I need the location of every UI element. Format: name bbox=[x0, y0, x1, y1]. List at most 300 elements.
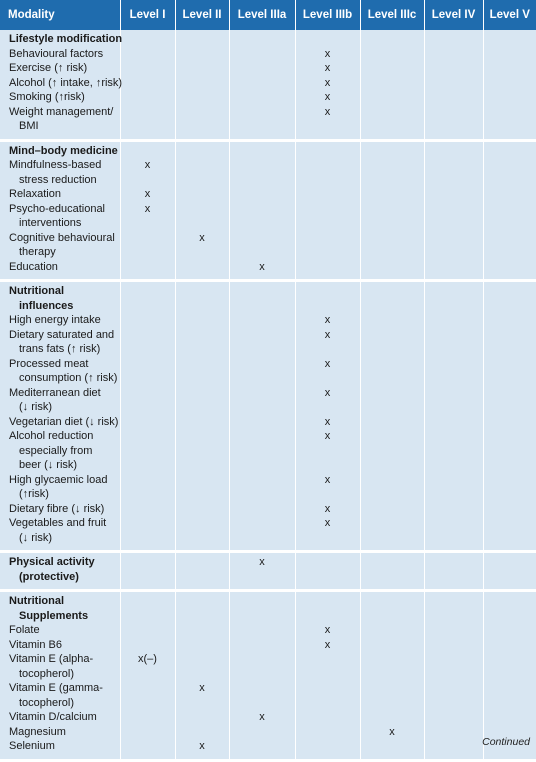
section-title bbox=[9, 570, 120, 585]
modality-cell bbox=[0, 281, 120, 552]
evidence-mark-text: x bbox=[199, 740, 205, 752]
empty-line bbox=[296, 144, 360, 159]
modality-item-line-text: Cognitive behavioural bbox=[9, 232, 115, 244]
level-cell bbox=[120, 140, 175, 281]
modality-item-line-text: Behavioural factors bbox=[9, 48, 103, 60]
empty-line bbox=[176, 105, 229, 120]
empty-line bbox=[121, 90, 175, 105]
evidence-mark-text: x bbox=[145, 159, 151, 171]
empty-line bbox=[176, 371, 229, 386]
empty-line bbox=[176, 444, 229, 459]
modality-item-line bbox=[9, 667, 120, 682]
empty-line bbox=[361, 260, 424, 275]
evidence-mark bbox=[296, 76, 360, 91]
empty-line bbox=[361, 594, 424, 609]
empty-line bbox=[296, 696, 360, 711]
evidence-mark bbox=[296, 328, 360, 343]
empty-line bbox=[176, 202, 229, 217]
evidence-mark bbox=[121, 202, 175, 217]
empty-line bbox=[121, 594, 175, 609]
empty-line bbox=[425, 623, 483, 638]
empty-line bbox=[361, 415, 424, 430]
modality-item-line bbox=[9, 90, 120, 105]
empty-line bbox=[296, 245, 360, 260]
empty-line bbox=[425, 32, 483, 47]
modality-item-line-text: tocopherol) bbox=[9, 668, 74, 680]
empty-line bbox=[230, 696, 295, 711]
empty-line bbox=[230, 313, 295, 328]
empty-line bbox=[230, 473, 295, 488]
empty-line bbox=[121, 216, 175, 231]
empty-line bbox=[484, 473, 536, 488]
level-cell bbox=[360, 281, 424, 552]
empty-line bbox=[425, 47, 483, 62]
level-cell bbox=[229, 281, 295, 552]
empty-line bbox=[361, 652, 424, 667]
empty-line bbox=[361, 90, 424, 105]
empty-line bbox=[121, 638, 175, 653]
empty-line bbox=[484, 444, 536, 459]
empty-line bbox=[230, 187, 295, 202]
modality-item-line-text: beer (↓ risk) bbox=[9, 459, 77, 471]
empty-line bbox=[484, 328, 536, 343]
modality-item-line-text: Vitamin B6 bbox=[9, 639, 62, 651]
modality-item-line-text: Alcohol reduction bbox=[9, 430, 93, 442]
empty-line bbox=[361, 61, 424, 76]
modality-item-line bbox=[9, 328, 120, 343]
empty-line bbox=[361, 386, 424, 401]
empty-line bbox=[484, 487, 536, 502]
empty-line bbox=[361, 516, 424, 531]
evidence-mark bbox=[176, 231, 229, 246]
empty-line bbox=[425, 90, 483, 105]
empty-line bbox=[176, 299, 229, 314]
modality-item-line bbox=[9, 681, 120, 696]
empty-line bbox=[296, 444, 360, 459]
section-title-text: Nutritional bbox=[9, 595, 64, 607]
empty-line bbox=[121, 76, 175, 91]
empty-line bbox=[121, 284, 175, 299]
modality-cell bbox=[0, 30, 120, 140]
empty-line bbox=[296, 284, 360, 299]
modality-item-line-text: Magnesium bbox=[9, 726, 66, 738]
empty-line bbox=[296, 458, 360, 473]
modality-item-line bbox=[9, 458, 120, 473]
empty-line bbox=[296, 173, 360, 188]
empty-line bbox=[296, 531, 360, 546]
evidence-mark-text: x bbox=[325, 639, 331, 651]
level-cell bbox=[483, 140, 536, 281]
section-row bbox=[0, 552, 536, 591]
empty-line bbox=[296, 400, 360, 415]
modality-item-line-text: therapy bbox=[9, 246, 56, 258]
modality-item-line-text: BMI bbox=[9, 120, 39, 132]
header-level-iiia: Level IIIa bbox=[229, 0, 295, 30]
empty-line bbox=[361, 299, 424, 314]
modality-item-line-text: Dietary fibre (↓ risk) bbox=[9, 503, 104, 515]
level-cell bbox=[229, 140, 295, 281]
modality-item-line bbox=[9, 710, 120, 725]
empty-line bbox=[230, 119, 295, 134]
empty-line bbox=[484, 555, 536, 570]
level-cell bbox=[229, 591, 295, 761]
level-cell bbox=[120, 552, 175, 591]
empty-line bbox=[425, 516, 483, 531]
empty-line bbox=[121, 173, 175, 188]
evidence-mark bbox=[230, 260, 295, 275]
empty-line bbox=[230, 429, 295, 444]
empty-line bbox=[121, 61, 175, 76]
evidence-mark bbox=[296, 61, 360, 76]
empty-line bbox=[361, 429, 424, 444]
modality-item-line bbox=[9, 357, 120, 372]
modality-item-line-text: Alcohol (↑ intake, ↑risk) bbox=[9, 77, 122, 89]
table-header-row bbox=[0, 0, 536, 30]
level-cell bbox=[175, 281, 229, 552]
empty-line bbox=[361, 473, 424, 488]
empty-line bbox=[230, 609, 295, 624]
empty-line bbox=[121, 313, 175, 328]
empty-line bbox=[121, 502, 175, 517]
section-title-text: Supplements bbox=[9, 610, 88, 622]
empty-line bbox=[176, 487, 229, 502]
empty-line bbox=[296, 667, 360, 682]
empty-line bbox=[230, 623, 295, 638]
empty-line bbox=[296, 187, 360, 202]
empty-line bbox=[176, 570, 229, 585]
level-cell bbox=[229, 552, 295, 591]
empty-line bbox=[361, 555, 424, 570]
empty-line bbox=[425, 609, 483, 624]
evidence-mark-text: x bbox=[259, 556, 265, 568]
empty-line bbox=[484, 105, 536, 120]
empty-line bbox=[484, 696, 536, 711]
empty-line bbox=[176, 638, 229, 653]
empty-line bbox=[484, 531, 536, 546]
level-cell bbox=[483, 30, 536, 140]
empty-line bbox=[121, 32, 175, 47]
empty-line bbox=[176, 710, 229, 725]
level-cell bbox=[295, 552, 360, 591]
empty-line bbox=[484, 158, 536, 173]
empty-line bbox=[361, 105, 424, 120]
empty-line bbox=[484, 187, 536, 202]
level-cell bbox=[360, 552, 424, 591]
evidence-mark-text: x bbox=[325, 106, 331, 118]
empty-line bbox=[484, 594, 536, 609]
modality-item-line bbox=[9, 245, 120, 260]
empty-line bbox=[484, 415, 536, 430]
empty-line bbox=[176, 386, 229, 401]
section-title-text: influences bbox=[9, 300, 73, 312]
empty-line bbox=[121, 144, 175, 159]
empty-line bbox=[121, 119, 175, 134]
modality-item-line bbox=[9, 502, 120, 517]
empty-line bbox=[230, 444, 295, 459]
modality-item-line-text: consumption (↑ risk) bbox=[9, 372, 117, 384]
empty-line bbox=[425, 473, 483, 488]
empty-line bbox=[230, 371, 295, 386]
empty-line bbox=[484, 61, 536, 76]
empty-line bbox=[425, 299, 483, 314]
empty-line bbox=[425, 415, 483, 430]
empty-line bbox=[230, 61, 295, 76]
empty-line bbox=[176, 76, 229, 91]
empty-line bbox=[361, 609, 424, 624]
empty-line bbox=[176, 594, 229, 609]
empty-line bbox=[425, 105, 483, 120]
empty-line bbox=[230, 667, 295, 682]
empty-line bbox=[121, 570, 175, 585]
empty-line bbox=[296, 555, 360, 570]
empty-line bbox=[176, 284, 229, 299]
evidence-mark bbox=[230, 555, 295, 570]
empty-line bbox=[425, 371, 483, 386]
modality-item-line-text: Mediterranean diet bbox=[9, 387, 101, 399]
empty-line bbox=[484, 710, 536, 725]
empty-line bbox=[361, 696, 424, 711]
empty-line bbox=[425, 216, 483, 231]
empty-line bbox=[484, 313, 536, 328]
empty-line bbox=[425, 144, 483, 159]
empty-line bbox=[296, 652, 360, 667]
modality-item-line bbox=[9, 516, 120, 531]
level-cell bbox=[424, 30, 483, 140]
modality-item-line-text: Selenium bbox=[9, 740, 55, 752]
evidence-mark-text: x bbox=[325, 314, 331, 326]
level-cell bbox=[120, 281, 175, 552]
empty-line bbox=[121, 444, 175, 459]
evidence-mark-text: x bbox=[325, 517, 331, 529]
evidence-mark bbox=[230, 710, 295, 725]
empty-line bbox=[121, 328, 175, 343]
evidence-mark-text: x bbox=[325, 430, 331, 442]
empty-line bbox=[121, 342, 175, 357]
evidence-mark-text: x bbox=[325, 474, 331, 486]
empty-line bbox=[484, 429, 536, 444]
header-level-iiib: Level IIIb bbox=[295, 0, 360, 30]
modality-item-line bbox=[9, 531, 120, 546]
empty-line bbox=[230, 400, 295, 415]
empty-line bbox=[425, 158, 483, 173]
empty-line bbox=[361, 531, 424, 546]
empty-line bbox=[361, 400, 424, 415]
empty-line bbox=[484, 609, 536, 624]
evidence-mark-text: x bbox=[325, 416, 331, 428]
header-modality: Modality bbox=[0, 0, 120, 30]
modality-item-line bbox=[9, 371, 120, 386]
modality-item-line bbox=[9, 105, 120, 120]
section-title bbox=[9, 144, 120, 159]
empty-line bbox=[230, 342, 295, 357]
modality-item-line-text: Vitamin D/calcium bbox=[9, 711, 97, 723]
evidence-mark bbox=[121, 652, 175, 667]
empty-line bbox=[176, 623, 229, 638]
empty-line bbox=[230, 284, 295, 299]
empty-line bbox=[121, 531, 175, 546]
empty-line bbox=[361, 144, 424, 159]
empty-line bbox=[484, 357, 536, 372]
level-cell bbox=[360, 591, 424, 761]
empty-line bbox=[361, 328, 424, 343]
evidence-mark bbox=[296, 623, 360, 638]
empty-line bbox=[230, 594, 295, 609]
evidence-mark bbox=[296, 516, 360, 531]
modality-item-line-text: (↓ risk) bbox=[9, 401, 52, 413]
empty-line bbox=[361, 638, 424, 653]
empty-line bbox=[361, 502, 424, 517]
empty-line bbox=[361, 371, 424, 386]
section-title bbox=[9, 594, 120, 609]
empty-line bbox=[425, 231, 483, 246]
empty-line bbox=[484, 458, 536, 473]
empty-line bbox=[361, 570, 424, 585]
modality-item-line bbox=[9, 415, 120, 430]
modality-item-line bbox=[9, 386, 120, 401]
modality-item-line bbox=[9, 444, 120, 459]
empty-line bbox=[230, 231, 295, 246]
empty-line bbox=[230, 570, 295, 585]
evidence-mark-text: x bbox=[325, 329, 331, 341]
empty-line bbox=[361, 667, 424, 682]
modality-item-line bbox=[9, 313, 120, 328]
empty-line bbox=[425, 487, 483, 502]
modality-item-line bbox=[9, 119, 120, 134]
evidence-mark bbox=[296, 357, 360, 372]
empty-line bbox=[176, 144, 229, 159]
empty-line bbox=[230, 357, 295, 372]
evidence-mark-text: x bbox=[389, 726, 395, 738]
empty-line bbox=[121, 555, 175, 570]
empty-line bbox=[484, 386, 536, 401]
evidence-mark bbox=[176, 681, 229, 696]
evidence-mark-text: x bbox=[325, 503, 331, 515]
section-title-text: Physical activity bbox=[9, 556, 95, 568]
empty-line bbox=[230, 502, 295, 517]
modality-item-line bbox=[9, 76, 120, 91]
section-title bbox=[9, 609, 120, 624]
empty-line bbox=[484, 47, 536, 62]
empty-line bbox=[296, 32, 360, 47]
empty-line bbox=[425, 342, 483, 357]
evidence-mark bbox=[296, 386, 360, 401]
modality-item-line-text: Processed meat bbox=[9, 358, 88, 370]
level-cell bbox=[295, 591, 360, 761]
empty-line bbox=[176, 667, 229, 682]
empty-line bbox=[425, 328, 483, 343]
level-cell bbox=[483, 552, 536, 591]
section-title-text: Nutritional bbox=[9, 285, 64, 297]
empty-line bbox=[425, 696, 483, 711]
empty-line bbox=[296, 231, 360, 246]
empty-line bbox=[230, 245, 295, 260]
modality-item-line-text: High glycaemic load bbox=[9, 474, 107, 486]
modality-item-line-text: (↓ risk) bbox=[9, 532, 52, 544]
evidence-mark-text: x bbox=[145, 203, 151, 215]
modality-item-line-text: Relaxation bbox=[9, 188, 61, 200]
modality-item-line bbox=[9, 158, 120, 173]
empty-line bbox=[425, 173, 483, 188]
empty-line bbox=[484, 342, 536, 357]
section-row bbox=[0, 591, 536, 761]
modality-item-line bbox=[9, 216, 120, 231]
empty-line bbox=[361, 32, 424, 47]
evidence-mark-text: x bbox=[325, 77, 331, 89]
empty-line bbox=[176, 61, 229, 76]
empty-line bbox=[484, 284, 536, 299]
modality-item-line-text: Psycho-educational bbox=[9, 203, 105, 215]
empty-line bbox=[230, 638, 295, 653]
evidence-mark bbox=[296, 638, 360, 653]
empty-line bbox=[121, 458, 175, 473]
empty-line bbox=[296, 710, 360, 725]
empty-line bbox=[484, 32, 536, 47]
empty-line bbox=[425, 444, 483, 459]
evidence-mark bbox=[296, 90, 360, 105]
level-cell bbox=[360, 140, 424, 281]
empty-line bbox=[176, 119, 229, 134]
modality-item-line bbox=[9, 487, 120, 502]
empty-line bbox=[361, 681, 424, 696]
empty-line bbox=[176, 555, 229, 570]
modality-item-line-text: stress reduction bbox=[9, 174, 97, 186]
empty-line bbox=[425, 400, 483, 415]
evidence-mark-text: x bbox=[259, 261, 265, 273]
modality-cell bbox=[0, 140, 120, 281]
modality-item-line-text: Vitamin E (gamma- bbox=[9, 682, 103, 694]
evidence-mark-text: x bbox=[325, 48, 331, 60]
empty-line bbox=[176, 187, 229, 202]
evidence-mark-text: x bbox=[259, 711, 265, 723]
empty-line bbox=[176, 313, 229, 328]
section-title-text: Lifestyle modification bbox=[9, 33, 122, 45]
empty-line bbox=[484, 299, 536, 314]
empty-line bbox=[296, 119, 360, 134]
empty-line bbox=[425, 681, 483, 696]
empty-line bbox=[296, 260, 360, 275]
empty-line bbox=[361, 202, 424, 217]
level-cell bbox=[175, 591, 229, 761]
empty-line bbox=[121, 681, 175, 696]
modality-item-line bbox=[9, 342, 120, 357]
empty-line bbox=[176, 357, 229, 372]
empty-line bbox=[230, 681, 295, 696]
empty-line bbox=[484, 119, 536, 134]
empty-line bbox=[425, 429, 483, 444]
empty-line bbox=[296, 487, 360, 502]
empty-line bbox=[296, 202, 360, 217]
modality-item-line-text: Vegetarian diet (↓ risk) bbox=[9, 416, 118, 428]
section-title bbox=[9, 284, 120, 299]
modality-item-line bbox=[9, 260, 120, 275]
empty-line bbox=[296, 216, 360, 231]
evidence-mark-text: x bbox=[325, 358, 331, 370]
empty-line bbox=[230, 144, 295, 159]
modality-item-line-text: Exercise (↑ risk) bbox=[9, 62, 87, 74]
empty-line bbox=[425, 710, 483, 725]
section-title-text: Mind–body medicine bbox=[9, 145, 118, 157]
empty-line bbox=[176, 400, 229, 415]
modality-item-line bbox=[9, 202, 120, 217]
modality-item-line-text: Folate bbox=[9, 624, 40, 636]
empty-line bbox=[425, 594, 483, 609]
empty-line bbox=[361, 216, 424, 231]
empty-line bbox=[176, 32, 229, 47]
empty-line bbox=[484, 400, 536, 415]
empty-line bbox=[176, 158, 229, 173]
level-cell bbox=[175, 30, 229, 140]
empty-line bbox=[484, 516, 536, 531]
